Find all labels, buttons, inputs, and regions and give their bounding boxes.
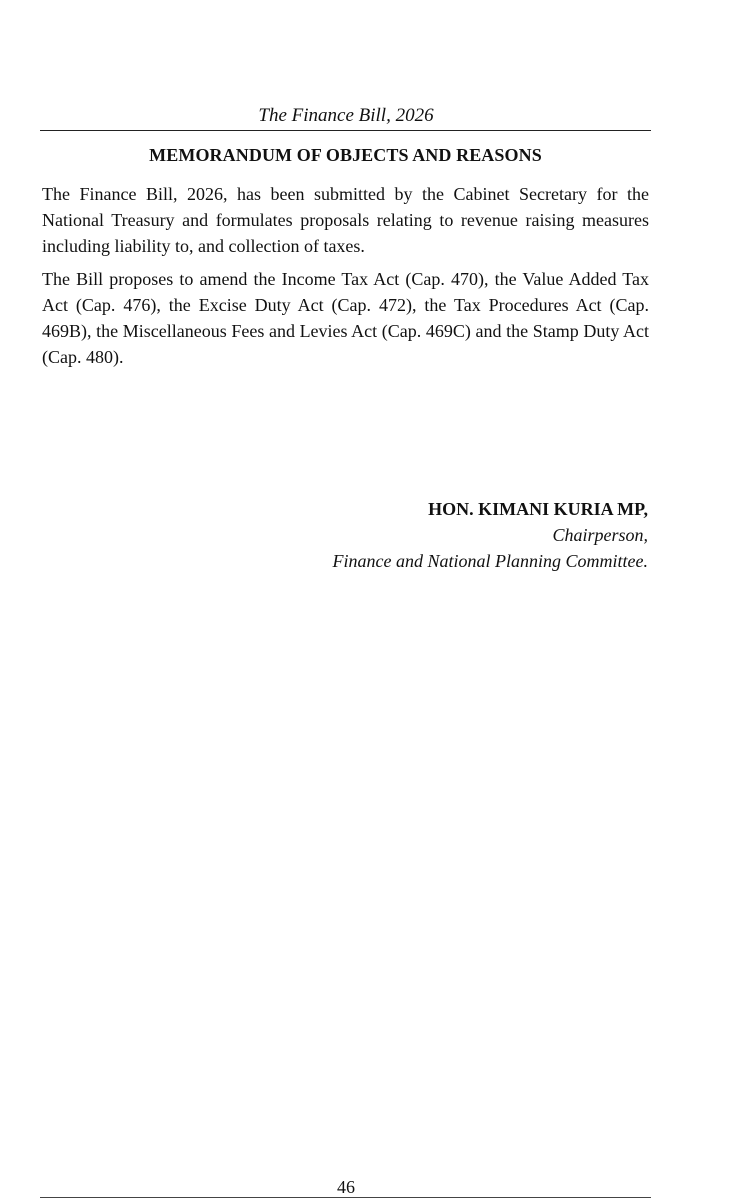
page-number: 46 [337,1177,355,1197]
memorandum-paragraph-1: The Finance Bill, 2026, has been submitted by the Cabinet Secretary for the National Treasury and formulates proposals relating to revenue raising measures including liability to, and collection of taxes. [42,184,649,256]
memorandum-paragraph-2: The Bill proposes to amend the Income Tax Act (Cap. 470), the Value Added Tax Act (Cap. 476), the Excise Duty Act (Cap. 472), the Tax Procedures Act (Cap. 469B), the Miscellaneous Fees and Levies Act (Cap. 469C) and the Stamp Duty Act (Cap. 480). [42,269,649,367]
header-divider [40,130,651,131]
signatory-committee: Finance and National Planning Committee. [332,551,648,571]
signatory-role: Chairperson, [552,525,648,545]
signatory-name: HON. KIMANI KURIA MP, [428,499,648,519]
signature-block [333,496,648,574]
footer-divider [40,1197,651,1198]
running-header-title: The Finance Bill, 2026 [258,105,434,126]
memorandum-title: MEMORANDUM OF OBJECTS AND REASONS [149,145,542,165]
